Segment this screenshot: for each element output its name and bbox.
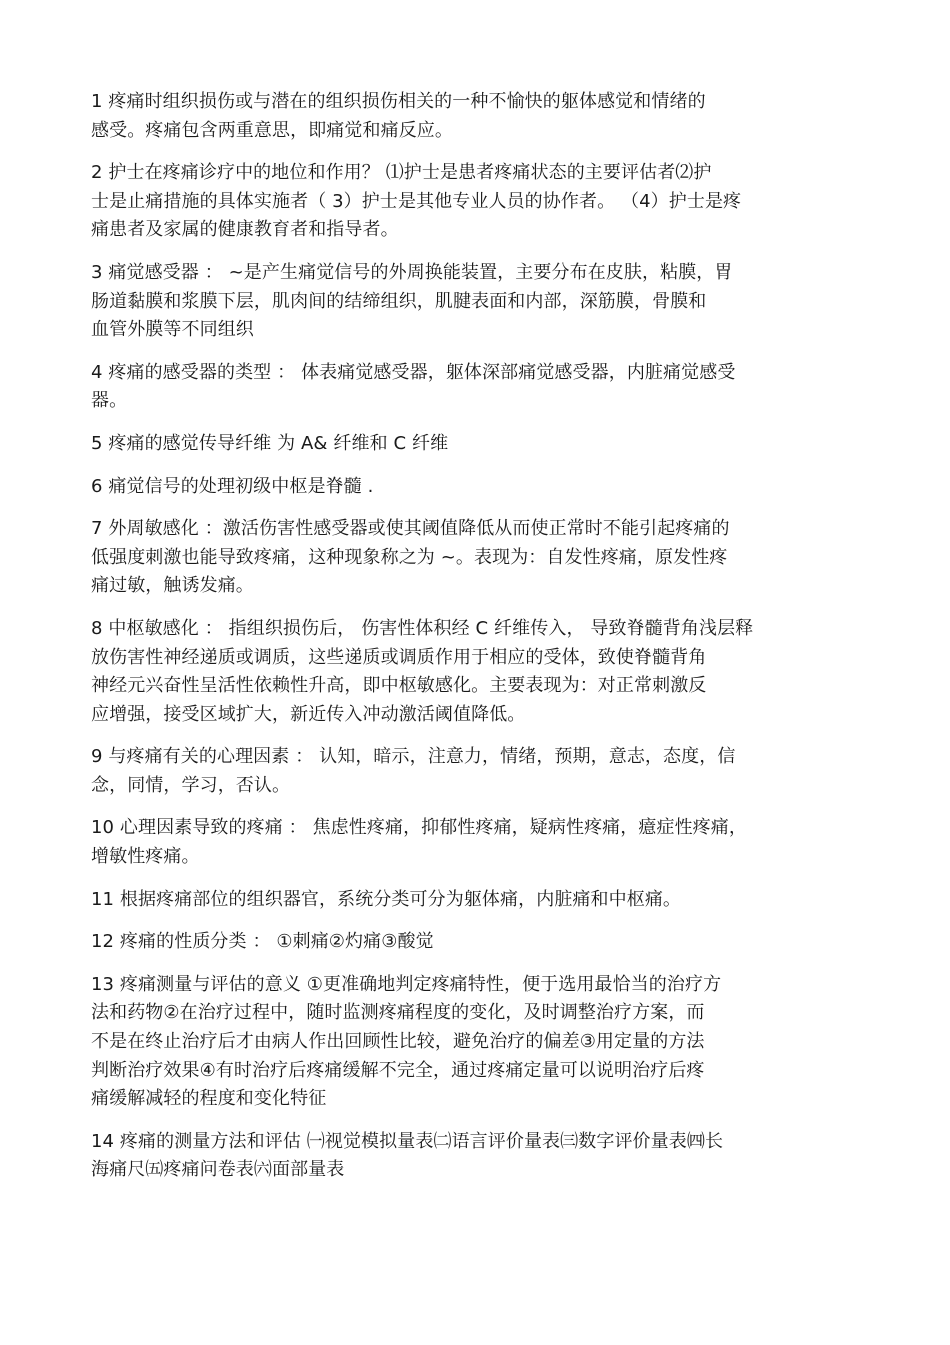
paragraph-3 [91, 259, 866, 345]
text-line: 痛缓解减轻的程度和变化特征 [91, 1088, 327, 1110]
text-line: 念，同情，学习，否认。 [91, 774, 291, 796]
paragraph-2 [91, 159, 866, 245]
paragraph-9 [91, 743, 866, 800]
text-line: 9 与疼痛有关的心理因素 ： 认知，暗示，注意力，情绪，预期，意志，态度，信 [91, 746, 736, 768]
text-line: 血管外膜等不同组织 [91, 319, 254, 341]
document-body [91, 88, 866, 1185]
text-line: 3 痛觉感受器 ： ~是产生痛觉信号的外周换能装置，主要分布在皮肤，粘膜，胃 [91, 261, 733, 283]
text-line: 痛患者及家属的健康教育者和指导者。 [91, 219, 399, 241]
text-line: 1 疼痛时组织损伤或与潜在的组织损伤相关的一种不愉快的躯体感觉和情绪的 [91, 91, 706, 112]
text-line: 放伤害性神经递质或调质，这些递质或调质作用于相应的受体，致使脊髓背角 [91, 646, 707, 668]
text-line: 肠道黏膜和浆膜下层，肌肉间的结缔组织，肌腱表面和内部，深筋膜，骨膜和 [91, 290, 707, 312]
paragraph-5 [91, 430, 866, 459]
text-line: 感受。疼痛包含两重意思，即痛觉和痛反应。 [91, 119, 453, 141]
text-line: 增敏性疼痛。 [91, 846, 200, 868]
text-line: 低强度刺激也能导致疼痛，这种现象称之为 ~。表现为：自发性疼痛，原发性疼 [91, 546, 728, 568]
text-line: 7 外周敏感化 ：激活伤害性感受器或使其阈值降低从而使正常时不能引起疼痛的 [91, 518, 730, 540]
paragraph-11 [91, 886, 866, 915]
text-line: 神经元兴奋性呈活性依赖性升高，即中枢敏感化。主要表现为：对正常刺激反 [91, 675, 707, 697]
paragraph-13 [91, 971, 866, 1114]
text-line: 法和药物②在治疗过程中，随时监测疼痛程度的变化，及时调整治疗方案，而 [91, 1002, 705, 1024]
text-line: 2 护士在疼痛诊疗中的地位和作用？ ⑴护士是患者疼痛状态的主要评估者⑵护 [91, 162, 712, 184]
text-line: 8 中枢敏感化 ： 指组织损伤后， 伤害性体积经 C 纤维传入， 导致脊髓背角浅层释 [91, 617, 754, 639]
text-line: 海痛尺㈤疼痛问卷表㈥面部量表 [91, 1159, 345, 1181]
text-line: 13 疼痛测量与评估的意义 ①更准确地判定疼痛特性，便于选用最恰当的治疗方 [91, 973, 722, 995]
paragraph-14 [91, 1128, 866, 1185]
text-line: 应增强，接受区域扩大，新近传入冲动激活阈值降低。 [91, 703, 526, 725]
paragraph-12 [91, 928, 866, 957]
paragraph-10 [91, 814, 866, 871]
text-line: 痛过敏，触诱发痛。 [91, 575, 254, 597]
text-line: 6 痛觉信号的处理初级中枢是脊髓 . [91, 475, 374, 497]
paragraph-6 [91, 473, 866, 502]
paragraph-7 [91, 515, 866, 601]
text-line: 14 疼痛的测量方法和评估 ㈠视觉模拟量表㈡语言评价量表㈢数字评价量表㈣长 [91, 1130, 724, 1152]
text-line: 4 疼痛的感受器的类型 ： 体表痛觉感受器，躯体深部痛觉感受器，内脏痛觉感受 [91, 361, 736, 383]
text-line: 器。 [91, 390, 128, 412]
text-line: 11 根据疼痛部位的组织器官，系统分类可分为躯体痛，内脏痛和中枢痛。 [91, 888, 682, 910]
text-line: 5 疼痛的感觉传导纤维 为 A& 纤维和 C 纤维 [91, 432, 449, 454]
paragraph-8 [91, 615, 866, 729]
text-line: 士是止痛措施的具体实施者（ 3）护士是其他专业人员的协作者。 （4）护士是疼 [91, 190, 742, 212]
text-line: 不是在终止治疗后才由病人作出回顾性比较，避免治疗的偏差③用定量的方法 [91, 1031, 705, 1053]
text-line: 10 心理因素导致的疼痛 ： 焦虑性疼痛，抑郁性疼痛，疑病性疼痛，癔症性疼痛， [91, 817, 747, 839]
text-line: 12 疼痛的性质分类 ： ①刺痛②灼痛③酸觉 [91, 931, 434, 953]
paragraph-1 [91, 88, 866, 145]
text-line: 判断治疗效果④有时治疗后疼痛缓解不完全，通过疼痛定量可以说明治疗后疼 [91, 1059, 705, 1081]
paragraph-4 [91, 359, 866, 416]
